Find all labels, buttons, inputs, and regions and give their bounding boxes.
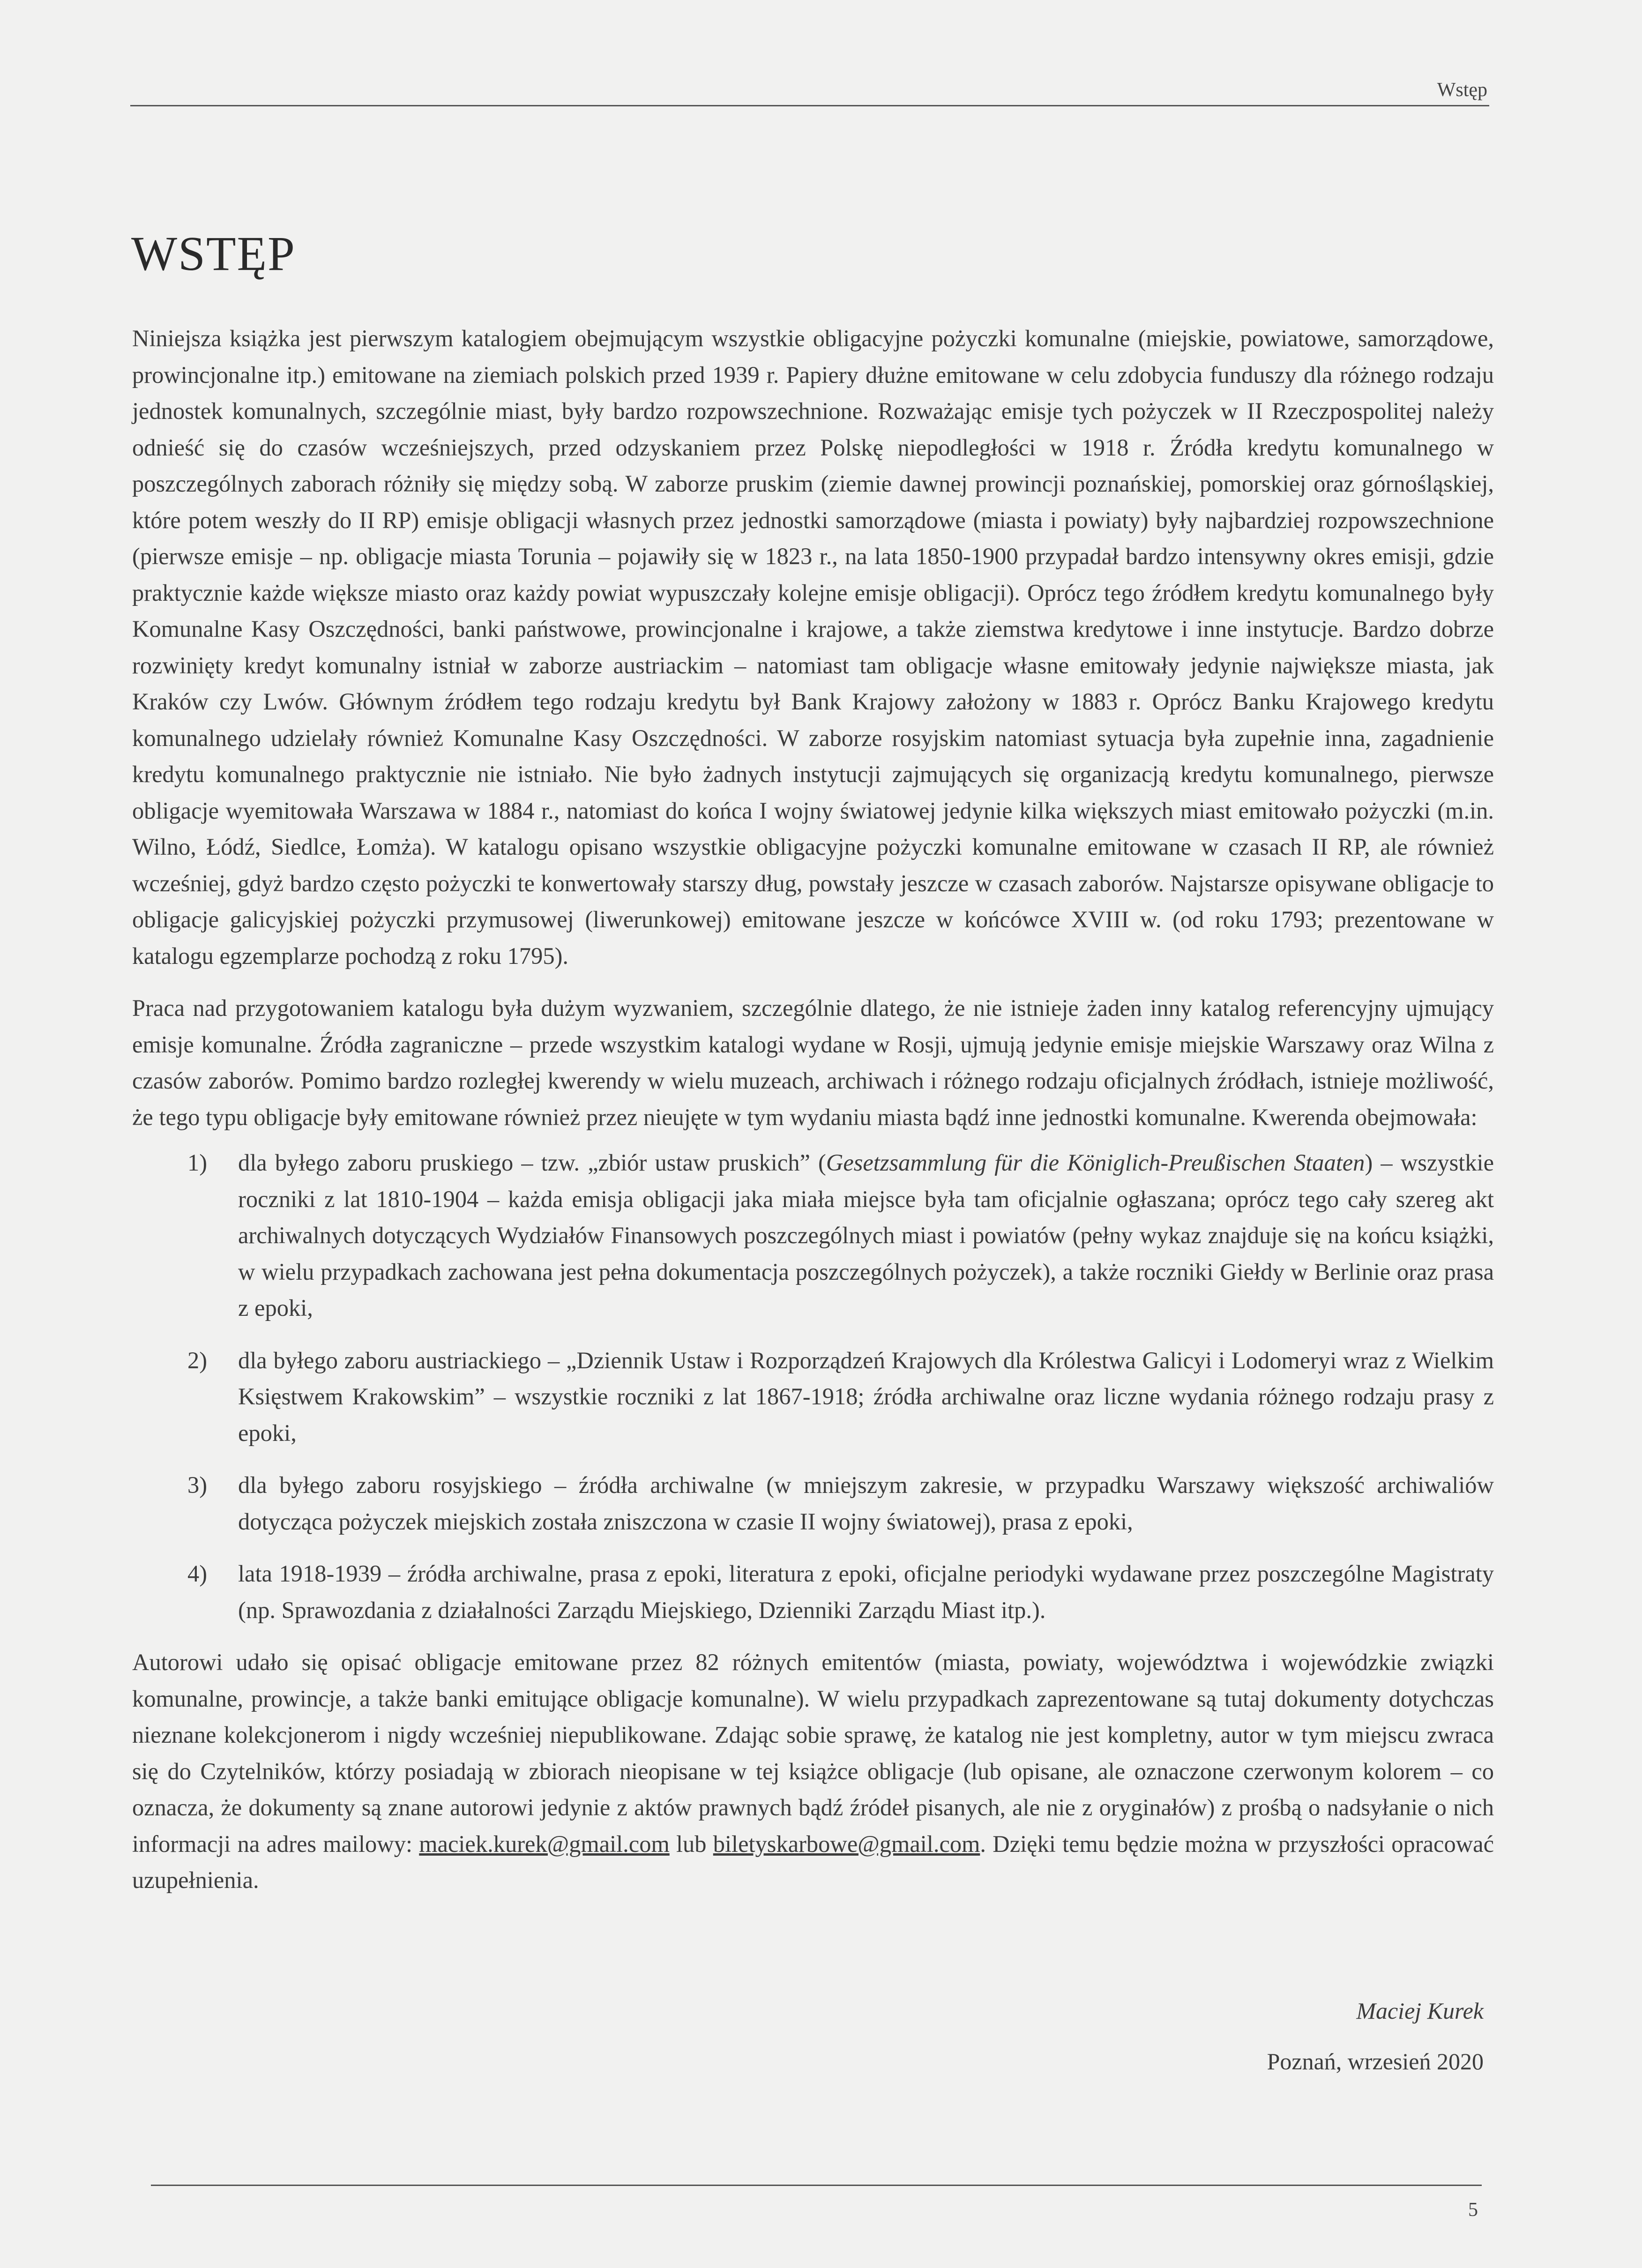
email-link-secondary[interactable]: biletyskarbowe@gmail.com: [713, 1830, 980, 1857]
sources-list: [132, 1145, 1494, 1628]
chapter-title: WSTĘP: [131, 227, 296, 281]
header-divider: [130, 105, 1489, 106]
page-number: 5: [1468, 2199, 1478, 2221]
paragraph-research: Praca nad przygotowaniem katalogu była dużym wyzwaniem, szczególnie dlatego, że nie istnieje żaden inny katalog referencyjny ujmujący emisje komunalne. Źródła zagraniczne – przede wszystkim katalogi wydane w Rosji, ujmują jedynie emisje miejskie Warszawy oraz Wilna z czasów zaborów. Pomimo bardzo rozległej kwerendy w wielu muzeach, archiwach i różnego rodzaju oficjalnych źródłach, istnieje możliwość, że tego typu obligacje były emitowane również przez nieujęte w tym wydaniu miasta bądź inne jednostki komunalne. Kwerenda obejmowała:: [132, 995, 1494, 1130]
list-item-text: dla byłego zaboru austriackiego – „Dziennik Ustaw i Rozporządzeń Krajowych dla Królestwa Galicyi i Lodomeryi wraz z Wielkim Księstwem Krakowskim” – wszystkie roczniki z lat 1867-1918; źródła archiwalne oraz liczne wydania różnego rodzaju prasy z epoki,: [238, 1347, 1494, 1446]
list-item: [132, 1343, 1494, 1452]
paragraph-closing-text: . Dzięki temu będzie można w przyszłości opracować uzupełnienia.: [132, 1830, 1494, 1893]
list-item-italic-title: Gesetzsammlung für die Königlich-Preußischen Staaten: [826, 1149, 1365, 1176]
list-item-text: [238, 1145, 1494, 1327]
list-item-text-part: dla byłego zaboru pruskiego – tzw. „zbiór ustaw pruskich” (: [238, 1149, 826, 1176]
list-item: [132, 1556, 1494, 1628]
author-signature: Maciej Kurek: [1356, 1998, 1484, 2024]
list-item-number: 1): [187, 1149, 208, 1176]
paragraph-intro: Niniejsza książka jest pierwszym katalogiem obejmującym wszystkie obligacyjne pożyczki komunalne (miejskie, powiatowe, samorządowe, prowincjonalne itp.) emitowane na ziemiach polskich przed 1939 r. Papiery dłużne emitowane w celu zdobycia funduszy dla różnego rodzaju jednostek komunalnych, szczególnie miast, były bardzo rozpowszechnione. Rozważając emisje tych pożyczek w II Rzeczpospolitej należy odnieść się do czasów wcześniejszych, przed odzyskaniem przez Polskę niepodległości w 1918 r. Źródła kredytu komunalnego w poszczególnych zaborach różniły się między sobą. W zaborze pruskim (ziemie dawnej prowincji poznańskiej, pomorskiej oraz górnośląskiej, które potem weszły do II RP) emisje obligacji własnych przez jednostki samorządowe (miasta i powiaty) były najbardziej rozpowszechnione (pierwsze emisje – np. obligacje miasta Torunia – pojawiły się w 1823 r., na lata 1850-1900 przypadał bardzo intensywny okres emisji, gdzie praktycznie każde większe miasto oraz każdy powiat wypuszczały kolejne emisje obligacji). Oprócz tego źródłem kredytu komunalnego były Komunalne Kasy Oszczędności, banki państwowe, prowincjonalne i krajowe, a także ziemstwa kredytowe i inne instytucje. Bardzo dobrze rozwinięty kredyt komunalny istniał w zaborze austriackim – natomiast tam obligacje własne emitowały jedynie największe miasta, jak Kraków czy Lwów. Głównym źródłem tego rodzaju kredytu był Bank Krajowy założony w 1883 r. Oprócz Banku Krajowego kredytu komunalnego udzielały również Komunalne Kasy Oszczędności. W zaborze rosyjskim natomiast sytuacja była zupełnie inna, zagadnienie kredytu komunalnego praktycznie nie istniało. Nie było żadnych instytucji zajmujących się organizacją kredytu komunalnego, pierwsze obligacje wyemitowała Warszawa w 1884 r., natomiast do końca I wojny światowej jedynie kilka większych miast emitowało pożyczki (m.in. Wilno, Łódź, Siedlce, Łomża). W katalogu opisano wszystkie obligacyjne pożyczki komunalne emitowane w czasach II RP, ale również wcześniej, gdyż bardzo często pożyczki te konwertowały starszy dług, powstały jeszcze w czasach zaborów. Najstarsze opisywane obligacje to obligacje galicyjskiej pożyczki przymusowej (liwerunkowej) emitowane jeszcze w końcówce XVIII w. (od roku 1793; prezentowane w katalogu egzemplarze pochodzą z roku 1795).: [132, 325, 1494, 969]
list-item-text: dla byłego zaboru rosyjskiego – źródła archiwalne (w mniejszym zakresie, w przypadku Warszawy większość archiwaliów dotycząca pożyczek miejskich została zniszczona w czasie II wojny światowej), prasa z epoki,: [238, 1472, 1494, 1535]
list-item-number: 2): [187, 1347, 208, 1373]
list-item: [132, 1145, 1494, 1327]
list-item-number: 3): [187, 1472, 208, 1498]
paragraph-closing-text: lub: [669, 1830, 713, 1857]
paragraph-closing: [132, 1644, 1494, 1899]
email-link-primary[interactable]: maciek.kurek@gmail.com: [419, 1830, 670, 1857]
list-item-text: lata 1918-1939 – źródła archiwalne, prasa z epoki, literatura z epoki, oficjalne periodyki wydawane przez poszczególne Magistraty (np. Sprawozdania z działalności Zarządu Miejskiego, Dzienniki Zarządu Miast itp.).: [238, 1560, 1494, 1623]
main-text: [132, 321, 1494, 1899]
list-item: [132, 1467, 1494, 1540]
place-date: Poznań, wrzesień 2020: [1267, 2048, 1484, 2074]
paragraph-closing-text: Autorowi udało się opisać obligacje emitowane przez 82 różnych emitentów (miasta, powiaty, województwa i wojewódzkie związki komunalne, prowincje, a także banki emitujące obligacje komunalne). W wielu przypadkach zaprezentowane są tutaj dokumenty dotychczas nieznane kolekcjonerom i nigdy wcześniej niepublikowane. Zdając sobie sprawę, że katalog nie jest kompletny, autor w tym miejscu zwraca się do Czytelników, którzy posiadają w zbiorach nieopisane w tej książce obligacje (lub opisane, ale oznaczone czerwonym kolorem – co oznacza, że dokumenty są znane autorowi jedynie z aktów prawnych bądź źródeł pisanych, ale nie z oryginałów) z prośbą o nadsyłanie o nich informacji na adres mailowy:: [132, 1649, 1494, 1857]
list-item-text-part: ) – wszystkie roczniki z lat 1810-1904 – każda emisja obligacji jaka miała miejsce była tam oficjalnie ogłaszana; oprócz tego cały szereg akt archiwalnych dotyczących Wydziałów Finansowych poszczególnych miast i powiatów (pełny wykaz znajduje się na końcu książki, w wielu przypadkach zachowana jest pełna dokumentacja poszczególnych pożyczek), a także roczniki Giełdy w Berlinie oraz prasa z epoki,: [238, 1149, 1494, 1321]
list-item-number: 4): [187, 1560, 208, 1587]
footer-divider: [151, 2185, 1482, 2186]
running-header: Wstęp: [1437, 79, 1487, 101]
